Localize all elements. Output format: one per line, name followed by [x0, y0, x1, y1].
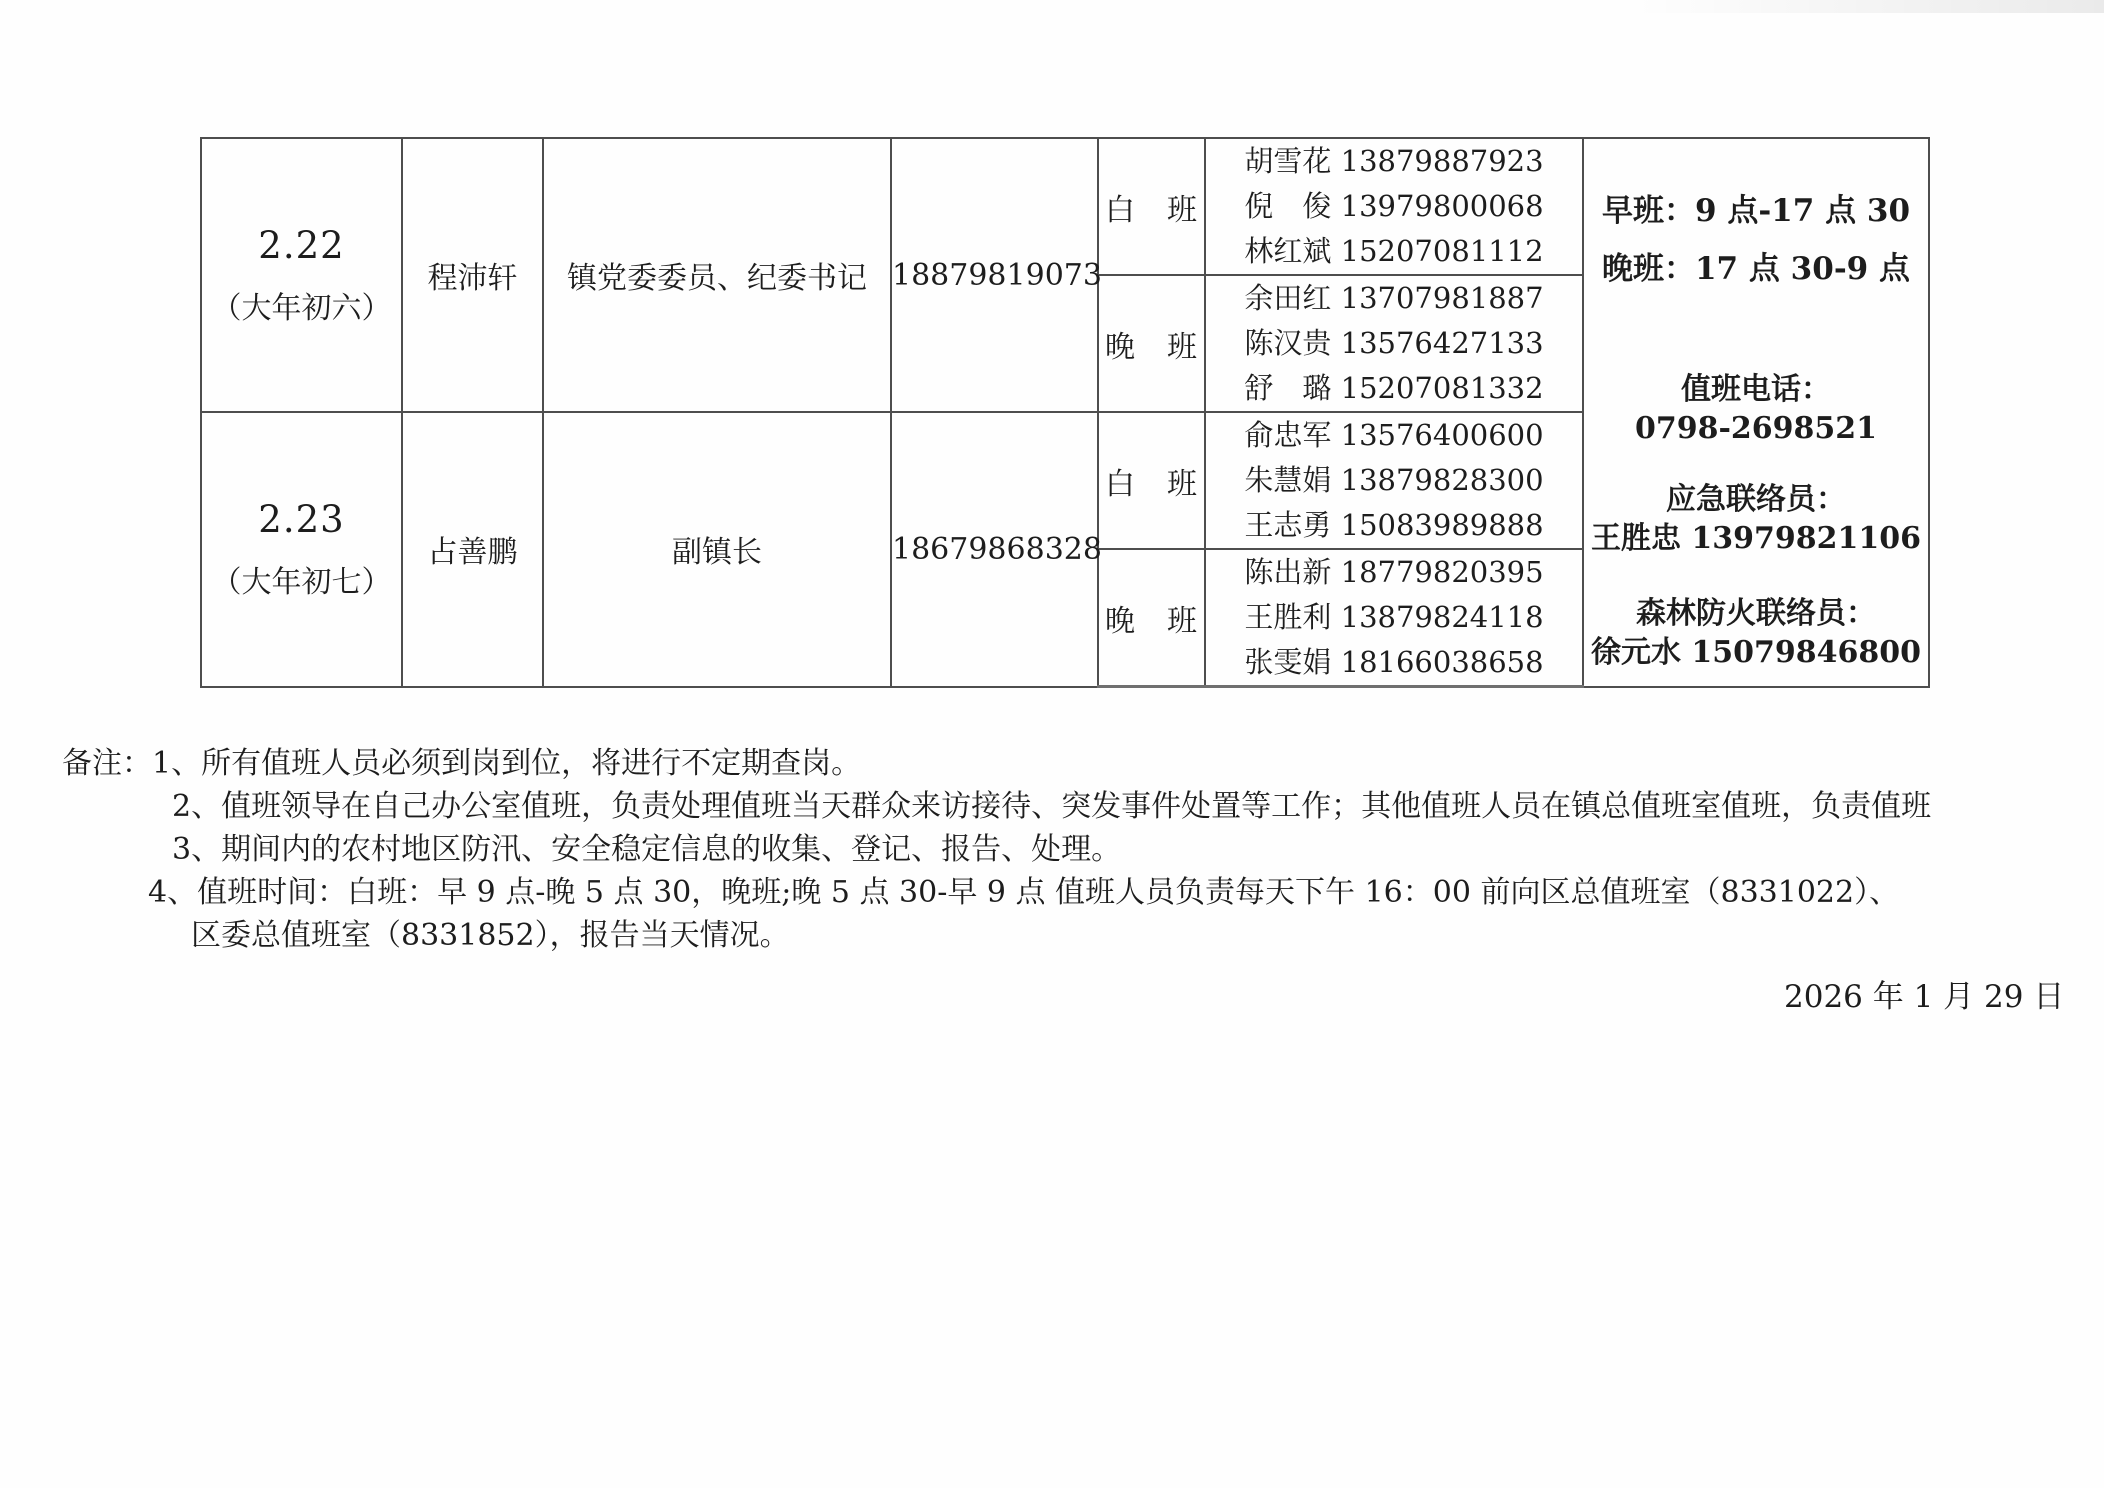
- emergency-contact-label: 应急联络员：: [1666, 482, 1846, 518]
- lunar-date: （大年初七）: [211, 564, 392, 600]
- duty-phone-block: [1635, 370, 1877, 448]
- note-line-2: 2、值班领导在自己办公室值班，负责处理值班当天群众来访接待、突发事件处置等工作；其他值班人员在镇总值班室值班，负责值班: [172, 789, 1932, 824]
- personnel-line: 俞忠军 13576400600: [1244, 418, 1544, 452]
- note-line-4: 4、值班时间：白班：早 9 点-晚 5 点 30，晚班;晚 5 点 30-早 9 点 值班人员负责每天下午 16：00 前向区总值班室（8331022）、: [148, 875, 1900, 910]
- duty-phone-number: 0798-2698521: [1634, 411, 1878, 447]
- personnel-line: 舒 璐 15207081332: [1244, 371, 1544, 405]
- personnel-line: 胡雪花 13879887923: [1244, 144, 1544, 178]
- day-shift-personnel-cell: [1205, 412, 1583, 549]
- duty-roster-table: [200, 137, 1930, 688]
- forest-fire-contact: 徐元水 15079846800: [1590, 635, 1922, 671]
- personnel-line: 林红斌 15207081112: [1244, 234, 1544, 268]
- date-value: 2.22: [258, 223, 345, 267]
- scan-artifact: [1630, 0, 2104, 13]
- shift-times: [1602, 182, 1910, 298]
- day-shift-label-cell: 白 班: [1098, 412, 1205, 549]
- forest-fire-contact-block: [1591, 594, 1921, 672]
- info-panel-cell: [1583, 138, 1929, 687]
- leader-name-cell: 程沛轩: [402, 138, 543, 412]
- date-cell: [201, 138, 402, 412]
- date-cell: [201, 412, 402, 687]
- morning-shift-time: 早班：9 点-17 点 30: [1601, 193, 1911, 230]
- duty-phone-label: 值班电话：: [1680, 372, 1831, 408]
- note-line-3: 3、期间内的农村地区防汛、安全稳定信息的收集、登记、报告、处理。: [172, 832, 1122, 867]
- personnel-line: 朱慧娟 13879828300: [1244, 463, 1544, 497]
- info-panel: [1584, 152, 1928, 672]
- personnel-line: 余田红 13707981887: [1244, 281, 1544, 315]
- notes-section: [62, 742, 1931, 957]
- night-shift-personnel-cell: [1205, 549, 1583, 687]
- day-shift-label-cell: 白 班: [1098, 138, 1205, 275]
- personnel-line: 王胜利 13879824118: [1244, 600, 1544, 634]
- leader-position-cell: 副镇长: [543, 412, 891, 687]
- night-shift-label-cell: 晚 班: [1098, 275, 1205, 412]
- leader-phone-cell: 18679868328: [891, 412, 1098, 687]
- emergency-contact-block: [1591, 480, 1921, 558]
- personnel-line: 陈汉贵 13576427133: [1244, 326, 1544, 360]
- personnel-line: 张雯娟 18166038658: [1244, 645, 1544, 679]
- night-shift-time: 晚班：17 点 30-9 点: [1601, 251, 1911, 288]
- table-row: [201, 138, 1929, 275]
- night-shift-label-cell: 晚 班: [1098, 549, 1205, 687]
- lunar-date: （大年初六）: [211, 290, 392, 326]
- note-line-5: 区委总值班室（8331852），报告当天情况。: [191, 918, 790, 953]
- document-date: 2026 年 1 月 29 日: [1784, 979, 2065, 1015]
- note-line-1: 备注：1、所有值班人员必须到岗到位，将进行不定期查岗。: [62, 746, 862, 781]
- leader-name-cell: 占善鹏: [402, 412, 543, 687]
- leader-phone-cell: 18879819073: [891, 138, 1098, 412]
- personnel-line: 王志勇 15083989888: [1244, 508, 1544, 542]
- forest-fire-contact-label: 森林防火联络员：: [1636, 596, 1876, 632]
- date-value: 2.23: [258, 497, 345, 541]
- night-shift-personnel-cell: [1205, 275, 1583, 412]
- leader-position-cell: 镇党委委员、纪委书记: [543, 138, 891, 412]
- emergency-contact: 王胜忠 13979821106: [1590, 521, 1922, 557]
- personnel-line: 陈出新 18779820395: [1244, 555, 1544, 589]
- personnel-line: 倪 俊 13979800068: [1244, 189, 1544, 223]
- day-shift-personnel-cell: [1205, 138, 1583, 275]
